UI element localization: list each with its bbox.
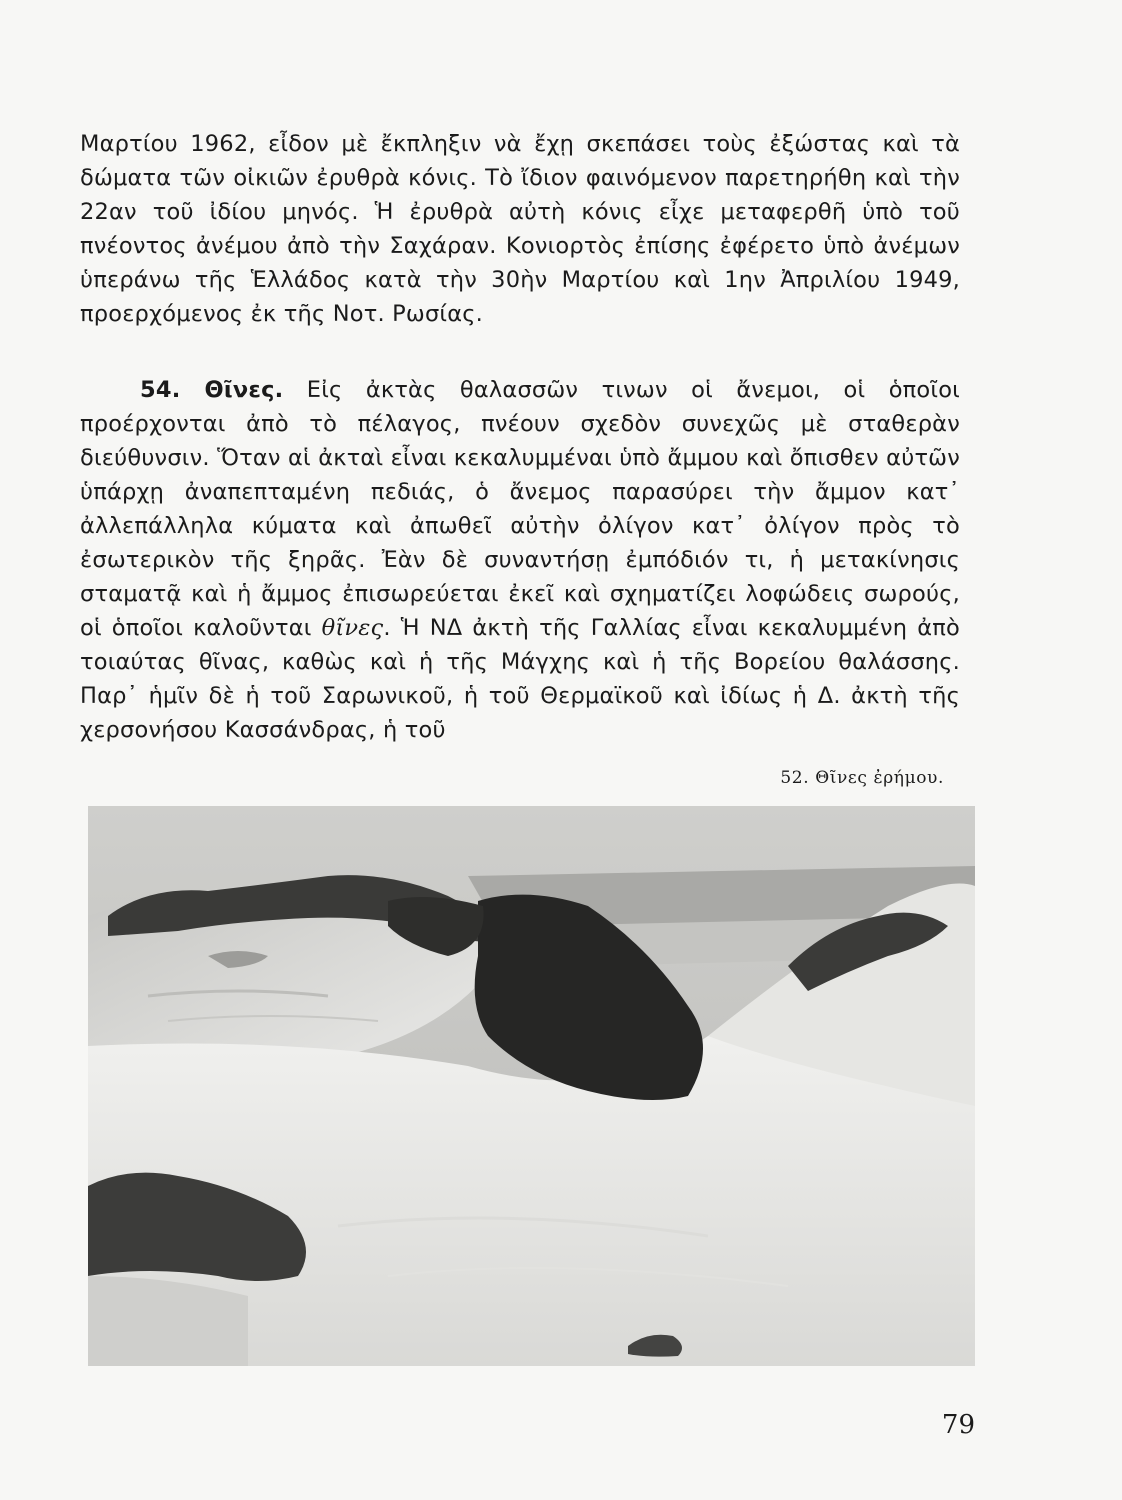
figure-caption: 52. Θῖνες ἐρήμου. <box>780 768 944 788</box>
paragraph-dust: Μαρτίου 1962, εἶδον μὲ ἔκπληξιν νὰ ἔχῃ σκεπάσει τοὺς ἐξώστας καὶ τὰ δώματα τῶν οἰκιῶν ἐρυθρὰ κόνις. Τὸ ἴδιον φαινόμενον παρετηρήθη καὶ τὴν 22αν τοῦ ἰδίου μηνός. Ἡ ἐρυθρὰ αὐτὴ κόνις εἶχε μεταφερθῆ ὑπὸ τοῦ πνέοντος ἀνέμου ἀπὸ τὴν Σαχάραν. Κονιορτὸς ἐπίσης ἐφέρετο ὑπὸ ἀνέμων ὑπεράνω τῆς Ἑλλάδος κατὰ τὴν 30ὴν Μαρτίου καὶ 1ην Ἀπριλίου 1949, προερχόμενος ἐκ τῆς Νοτ. Ρωσίας. <box>80 130 960 327</box>
dunes-photo <box>88 806 975 1366</box>
paragraph-dunes-text-1: Εἰς ἀκτὰς θαλασσῶν τινων οἱ ἄνεμοι, οἱ ὁποῖοι προέρχονται ἀπὸ τὸ πέλαγος, πνέουν σχεδὸν συνεχῶς μὲ σταθερὰν διεύθυνσιν. Ὅταν αἱ ἀκταὶ εἶναι κεκαλυμμέναι ὑπὸ ἄμμου καὶ ὄπισθεν αὐτῶν ὑπάρχῃ ἀναπεπταμένη πεδιάς, ὁ ἄνεμος παρασύρει τὴν ἄμμον κατ᾽ ἀλλεπάλληλα κύματα καὶ ἀπωθεῖ αὐτὴν ὀλίγον κατ᾽ ὀλίγον πρὸς τὸ ἐσωτερικὸν τῆς ξηρᾶς. Ἐὰν δὲ συναντήσῃ ἐμπόδιόν τι, ἡ μετακίνησις σταματᾷ καὶ ἡ ἄμμος ἐπισωρεύεται ἐκεῖ καὶ σχηματίζει λοφώδεις σωρούς, οἱ ὁποῖοι καλοῦνται <box>80 376 960 641</box>
page-number: 79 <box>941 1410 975 1440</box>
italic-term: θῖνες <box>321 614 384 641</box>
paragraph-dunes <box>80 373 960 747</box>
section-heading: 54. Θῖνες. <box>140 376 284 403</box>
paragraph-dunes-text-2: . Ἡ ΝΔ ἀκτὴ τῆς Γαλλίας εἶναι κεκαλυμμένη ἀπὸ τοιαύτας θῖνας, καθὼς καὶ ἡ τῆς Μάγχης καὶ ἡ τῆς Βορείου θαλάσσης. Παρ᾽ ἡμῖν δὲ ἡ τοῦ Σαρωνικοῦ, ἡ τοῦ Θερμαϊκοῦ καὶ ἰδίως ἡ Δ. ἀκτὴ τῆς χερσονήσου Κασσάνδρας, ἡ τοῦ <box>80 614 960 743</box>
